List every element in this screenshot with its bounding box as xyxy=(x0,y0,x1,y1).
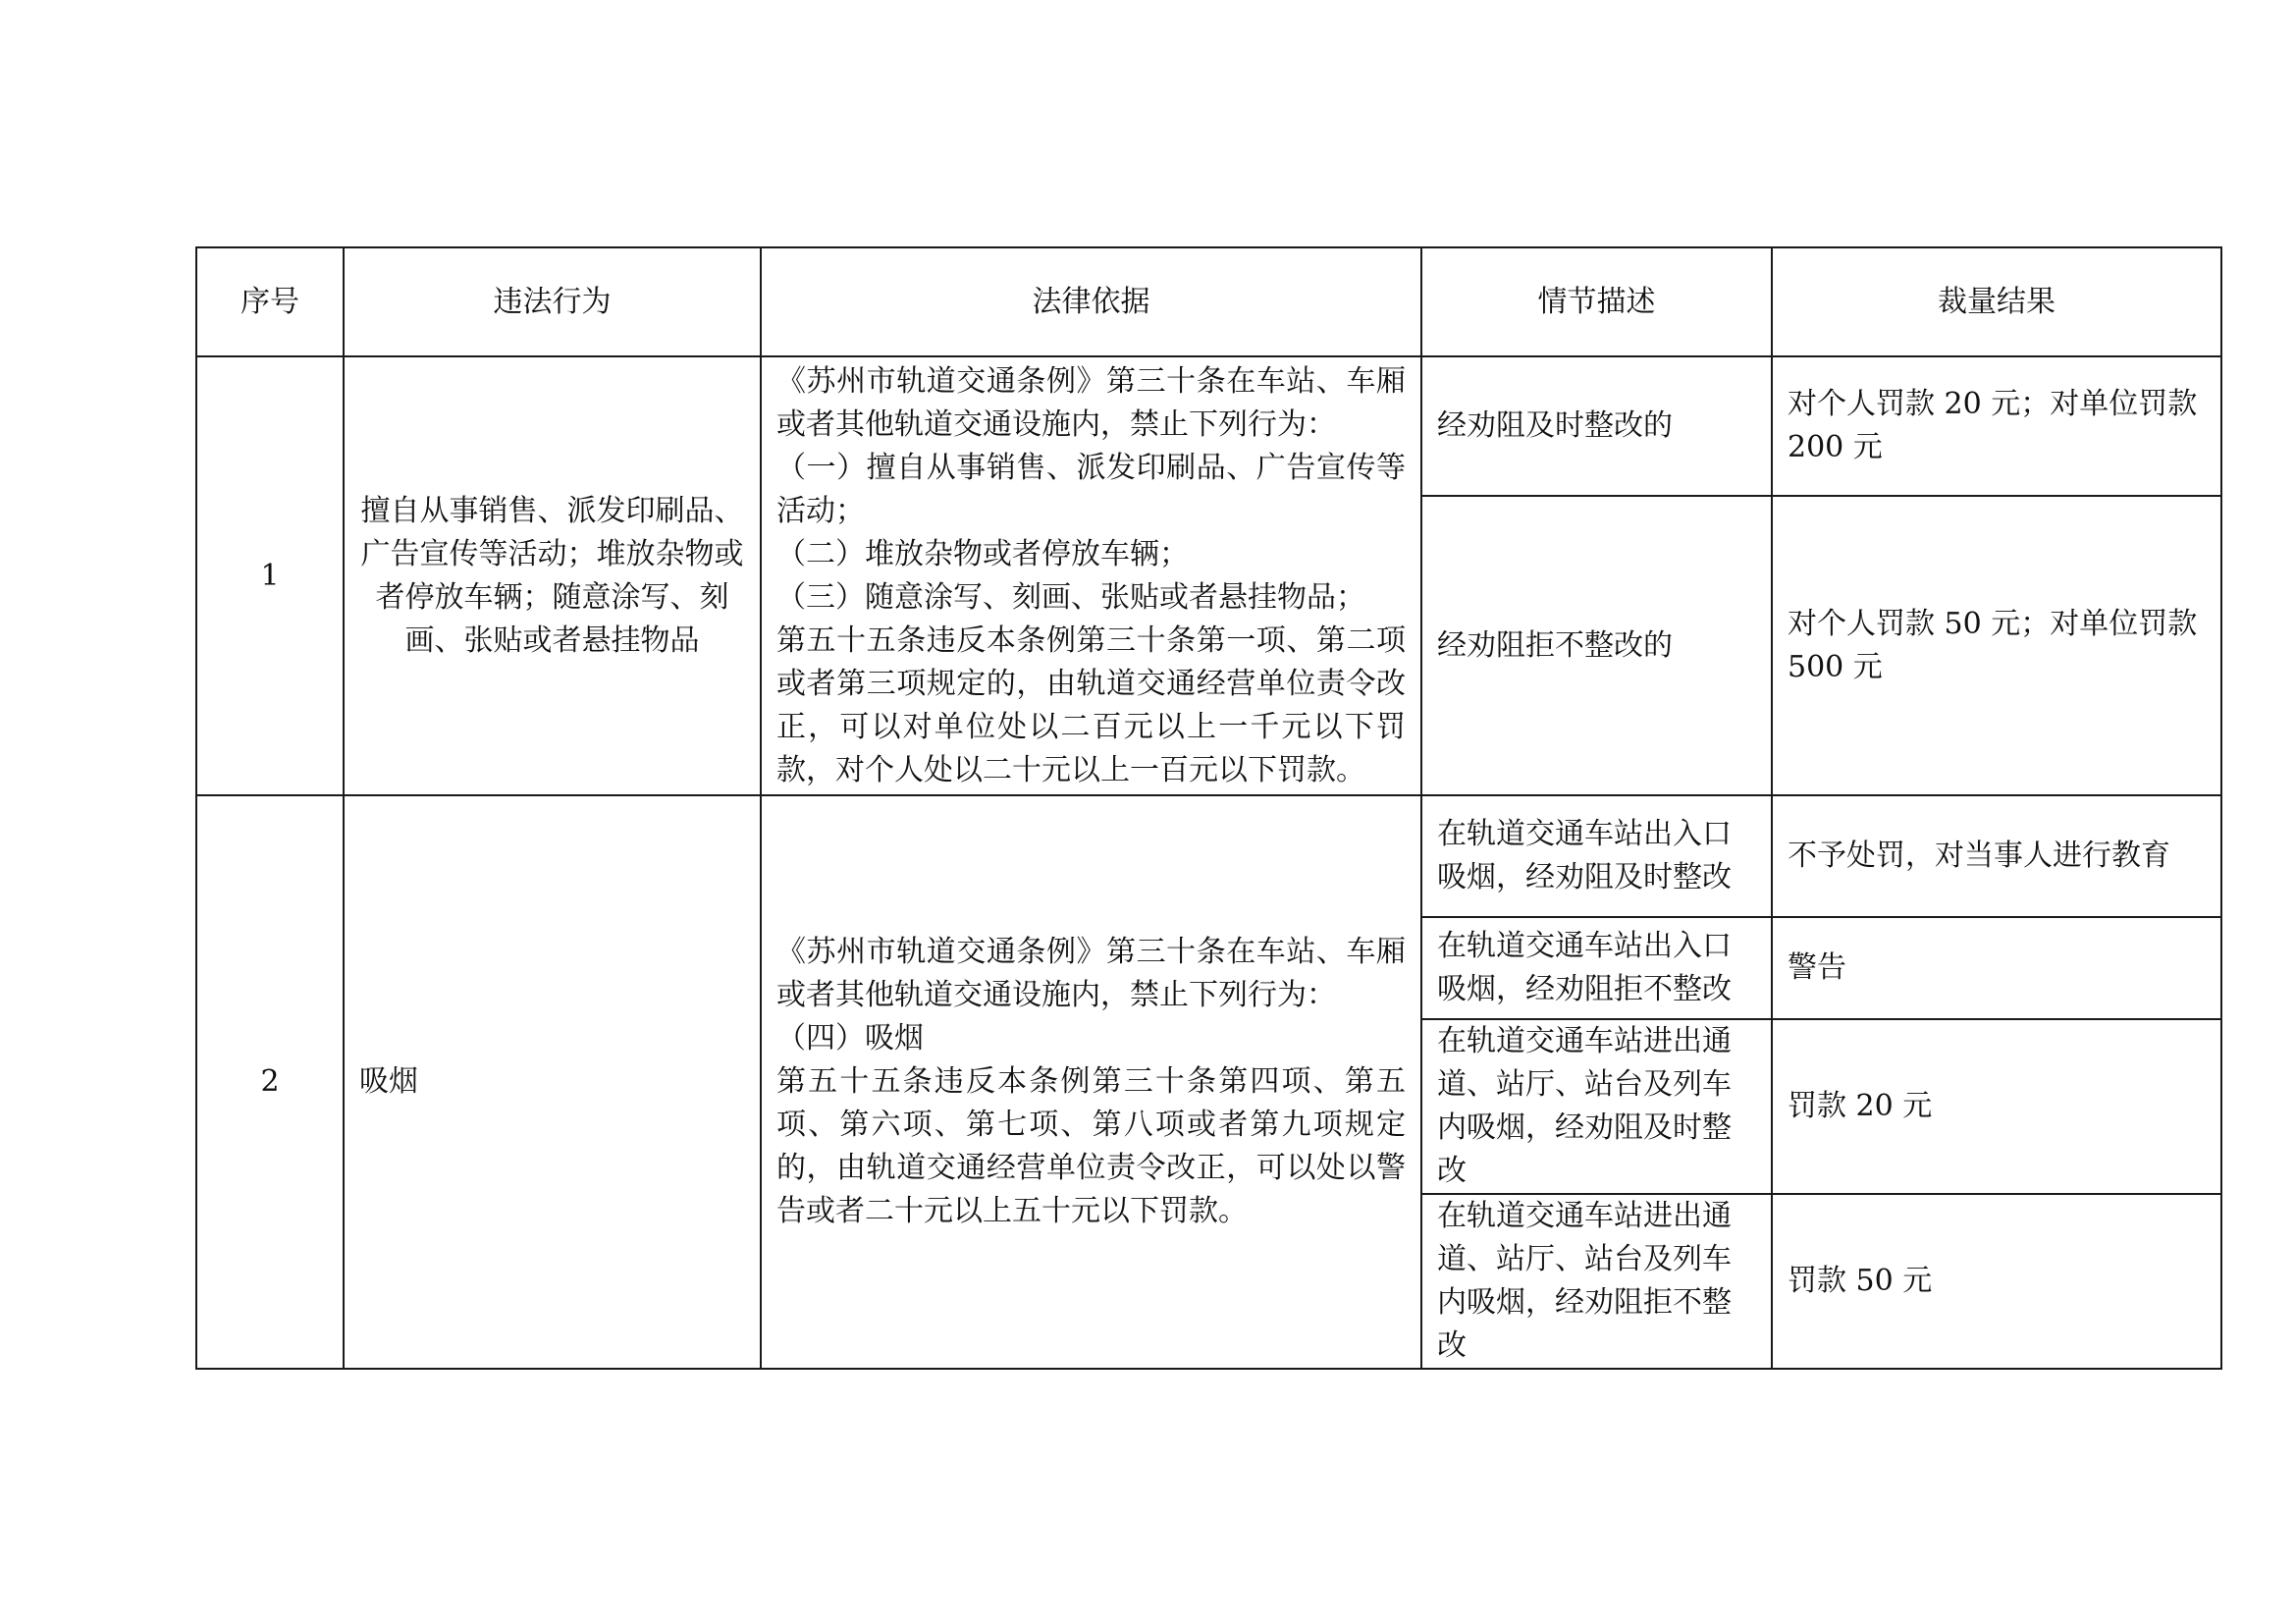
violation-behavior: 吸烟 xyxy=(344,795,761,1369)
penalty-result: 对个人罚款 20 元；对单位罚款 200 元 xyxy=(1772,356,2221,496)
header-no: 序号 xyxy=(196,247,344,356)
header-law: 法律依据 xyxy=(761,247,1421,356)
penalty-table xyxy=(195,246,2222,1370)
row-number: 1 xyxy=(196,356,344,795)
row-number: 2 xyxy=(196,795,344,1369)
penalty-result: 对个人罚款 50 元；对单位罚款 500 元 xyxy=(1772,496,2221,795)
circumstance-description: 经劝阻及时整改的 xyxy=(1421,356,1772,496)
circumstance-description: 在轨道交通车站进出通道、站厅、站台及列车内吸烟，经劝阻及时整改 xyxy=(1421,1019,1772,1194)
circumstance-description: 经劝阻拒不整改的 xyxy=(1421,496,1772,795)
penalty-result: 罚款 20 元 xyxy=(1772,1019,2221,1194)
legal-basis: 《苏州市轨道交通条例》第三十条在车站、车厢或者其他轨道交通设施内，禁止下列行为： （一）擅自从事销售、派发印刷品、广告宣传等活动； （二）堆放杂物或者停放车辆； （三）随意涂写、刻画、张贴或者悬挂物品； 第五十五条违反本条例第三十条第一项、第二项或者第三项规定的，由轨道交通经营单位责令改正，可以对单位处以二百元以上一千元以下罚款，对个人处以二十元以上一百元以下罚款。 xyxy=(761,356,1421,795)
table-row xyxy=(196,356,2221,496)
circumstance-description: 在轨道交通车站进出通道、站厅、站台及列车内吸烟，经劝阻拒不整改 xyxy=(1421,1194,1772,1369)
circumstance-description: 在轨道交通车站出入口吸烟，经劝阻及时整改 xyxy=(1421,795,1772,917)
header-description: 情节描述 xyxy=(1421,247,1772,356)
penalty-result: 罚款 50 元 xyxy=(1772,1194,2221,1369)
penalty-result: 不予处罚，对当事人进行教育 xyxy=(1772,795,2221,917)
header-result: 裁量结果 xyxy=(1772,247,2221,356)
violation-behavior: 擅自从事销售、派发印刷品、广告宣传等活动；堆放杂物或者停放车辆；随意涂写、刻画、张贴或者悬挂物品 xyxy=(344,356,761,795)
penalty-result: 警告 xyxy=(1772,917,2221,1019)
legal-basis: 《苏州市轨道交通条例》第三十条在车站、车厢或者其他轨道交通设施内，禁止下列行为： （四）吸烟 第五十五条违反本条例第三十条第四项、第五项、第六项、第七项、第八项或者第九项规定的，由轨道交通经营单位责令改正，可以处以警告或者二十元以上五十元以下罚款。 xyxy=(761,795,1421,1369)
circumstance-description: 在轨道交通车站出入口吸烟，经劝阻拒不整改 xyxy=(1421,917,1772,1019)
table-row xyxy=(196,795,2221,917)
header-behavior: 违法行为 xyxy=(344,247,761,356)
header-row xyxy=(196,247,2221,356)
